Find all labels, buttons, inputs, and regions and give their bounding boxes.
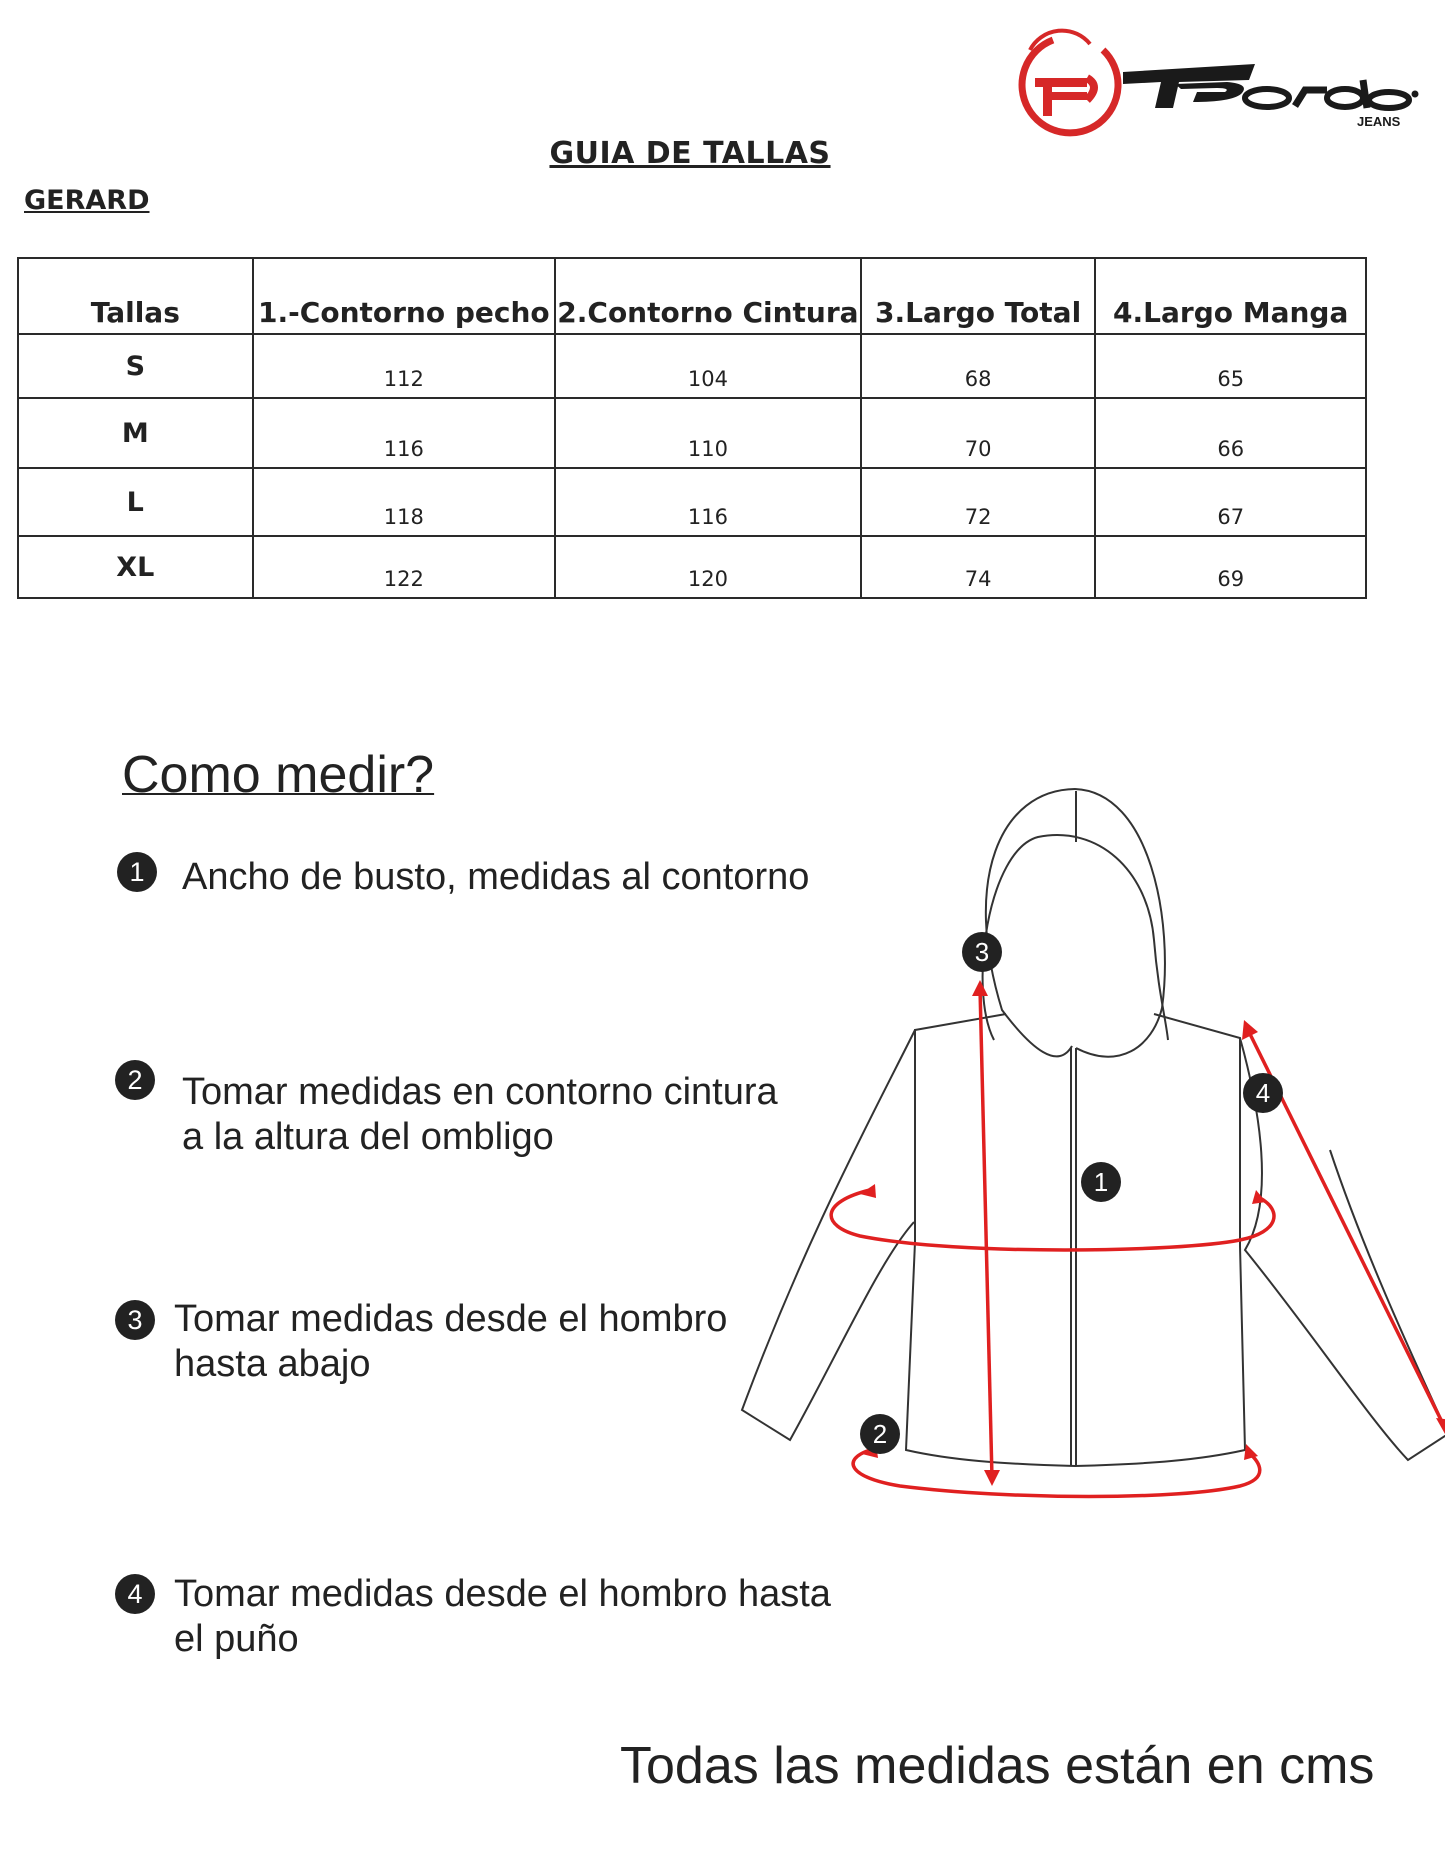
cell-pecho: 122 [253,536,556,598]
step-4-line-2: el puño [174,1618,299,1660]
brand-logo [1005,22,1425,140]
cell-largo-total: 70 [861,398,1096,468]
step-4-line-1: Tomar medidas desde el hombro hasta [174,1573,831,1615]
size-table-header-row [18,258,1366,334]
cell-pecho: 116 [253,398,556,468]
length-measure-line [980,988,992,1478]
cell-size: M [18,398,253,468]
step-3-line-2: hasta abajo [174,1343,371,1385]
marker-2-icon [860,1414,900,1454]
step-3-text [174,1297,727,1387]
step-4-number: 4 [115,1574,155,1614]
svg-text:2: 2 [872,1419,888,1449]
hoodie-diagram [700,770,1445,1540]
units-note: Todas las medidas están en cms [620,1737,1375,1795]
header-contorno-pecho: 1.-Contorno pecho [253,258,556,334]
svg-text:1: 1 [1093,1167,1109,1197]
cell-size: S [18,334,253,398]
cell-largo-manga: 65 [1095,334,1366,398]
cell-pecho: 118 [253,468,556,536]
brand-wordmark [1123,64,1419,108]
header-tallas: Tallas [18,258,253,334]
brand-emblem-icon [1022,31,1118,133]
cell-pecho: 112 [253,334,556,398]
step-1-number: 1 [117,852,157,892]
marker-1-icon [1081,1162,1121,1202]
step-3-line-1: Tomar medidas desde el hombro [174,1298,728,1340]
step-2-text [182,1070,778,1160]
hoodie-outline-icon [742,789,1445,1466]
cell-cintura: 104 [555,334,861,398]
table-row [18,468,1366,536]
measure-lines [831,988,1445,1497]
step-2-line-1: Tomar medidas en contorno cintura [182,1071,778,1113]
cell-cintura: 116 [555,468,861,536]
size-table [17,257,1367,599]
cell-cintura: 110 [555,398,861,468]
cell-size: XL [18,536,253,598]
cell-largo-manga: 66 [1095,398,1366,468]
how-to-heading: Como medir? [122,746,435,804]
svg-text:4: 4 [1255,1078,1271,1108]
header-contorno-cintura: 2.Contorno Cintura [555,258,861,334]
header-largo-manga: 4.Largo Manga [1095,258,1366,334]
brand-sub-label: JEANS [1357,114,1401,129]
cell-largo-manga: 69 [1095,536,1366,598]
step-1-line-1: Ancho de busto, medidas al contorno [182,856,810,898]
table-row [18,398,1366,468]
svg-text:3: 3 [974,937,990,967]
marker-3-icon [962,932,1002,972]
table-row [18,334,1366,398]
step-2-number: 2 [115,1060,155,1100]
page-title: GUIA DE TALLAS [549,136,831,171]
step-2-line-2: a la altura del ombligo [182,1116,554,1158]
cell-size: L [18,468,253,536]
cell-largo-manga: 67 [1095,468,1366,536]
cell-largo-total: 68 [861,334,1096,398]
table-row [18,536,1366,598]
step-4-text [174,1572,831,1662]
step-3-number: 3 [115,1300,155,1340]
marker-4-icon [1243,1073,1283,1113]
chest-measure-loop [831,1190,1274,1250]
measure-arrowheads [860,980,1445,1486]
cell-cintura: 120 [555,536,861,598]
cell-largo-total: 74 [861,536,1096,598]
cell-largo-total: 72 [861,468,1096,536]
model-name: GERARD [24,185,150,216]
header-largo-total: 3.Largo Total [861,258,1096,334]
